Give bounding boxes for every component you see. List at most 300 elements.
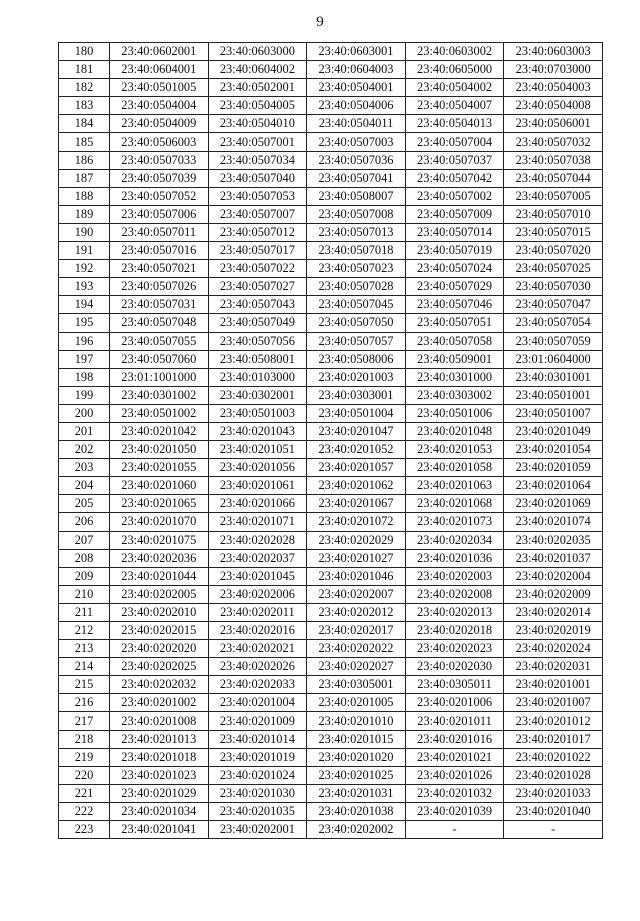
table-row <box>59 549 603 567</box>
cadastral-number-cell: 23:40:0507033 <box>110 151 209 169</box>
cadastral-number-cell: 23:01:0604000 <box>504 350 603 368</box>
cadastral-number-cell: 23:40:0507056 <box>208 332 307 350</box>
cadastral-numbers-table <box>58 42 603 839</box>
table-row <box>59 205 603 223</box>
cadastral-number-cell: 23:40:0507026 <box>110 278 209 296</box>
table-row <box>59 169 603 187</box>
cadastral-number-cell: 23:40:0504001 <box>307 79 406 97</box>
cadastral-number-cell: 23:40:0202019 <box>504 622 603 640</box>
cadastral-number-cell: 23:40:0201072 <box>307 513 406 531</box>
table-row <box>59 676 603 694</box>
cadastral-number-cell: 23:40:0509001 <box>405 350 504 368</box>
table-row <box>59 278 603 296</box>
table-row <box>59 622 603 640</box>
cadastral-number-cell: 23:40:0507020 <box>504 242 603 260</box>
row-number-cell: 192 <box>59 260 110 278</box>
table-row <box>59 477 603 495</box>
row-number-cell: 198 <box>59 368 110 386</box>
cadastral-number-cell: 23:40:0201014 <box>208 730 307 748</box>
cadastral-number-cell: 23:40:0201067 <box>307 495 406 513</box>
cadastral-number-cell: 23:40:0603002 <box>405 43 504 61</box>
cadastral-number-cell: 23:40:0202037 <box>208 549 307 567</box>
row-number-cell: 190 <box>59 223 110 241</box>
cadastral-number-cell: 23:40:0507009 <box>405 205 504 223</box>
cadastral-number-cell: 23:40:0201052 <box>307 441 406 459</box>
table-row <box>59 513 603 531</box>
row-number-cell: 203 <box>59 459 110 477</box>
cadastral-number-cell: 23:40:0504010 <box>208 115 307 133</box>
row-number-cell: 184 <box>59 115 110 133</box>
cadastral-number-cell: 23:40:0202025 <box>110 658 209 676</box>
cadastral-number-cell: 23:40:0201016 <box>405 730 504 748</box>
cadastral-number-cell: 23:40:0604001 <box>110 61 209 79</box>
cadastral-number-cell: 23:40:0305001 <box>307 676 406 694</box>
cadastral-number-cell: 23:40:0507045 <box>307 296 406 314</box>
cadastral-number-cell: 23:40:0201010 <box>307 712 406 730</box>
cadastral-number-cell: 23:40:0201070 <box>110 513 209 531</box>
cadastral-number-cell: 23:40:0504008 <box>504 97 603 115</box>
cadastral-number-cell: 23:40:0202006 <box>208 585 307 603</box>
table-row <box>59 640 603 658</box>
row-number-cell: 220 <box>59 766 110 784</box>
cadastral-number-cell: 23:40:0201022 <box>504 748 603 766</box>
cadastral-number-cell: 23:40:0602001 <box>110 43 209 61</box>
cadastral-number-cell: 23:40:0501004 <box>307 404 406 422</box>
cadastral-number-cell: 23:40:0201062 <box>307 477 406 495</box>
table-row <box>59 441 603 459</box>
cadastral-number-cell: 23:40:0202024 <box>504 640 603 658</box>
cadastral-number-cell: 23:40:0201069 <box>504 495 603 513</box>
table-row <box>59 260 603 278</box>
table-row <box>59 332 603 350</box>
table-row <box>59 459 603 477</box>
cadastral-number-cell: 23:40:0201037 <box>504 549 603 567</box>
cadastral-number-cell: 23:40:0202020 <box>110 640 209 658</box>
cadastral-number-cell: 23:40:0507052 <box>110 187 209 205</box>
cadastral-number-cell: 23:40:0201028 <box>504 766 603 784</box>
cadastral-number-cell: 23:40:0201044 <box>110 567 209 585</box>
cadastral-number-cell: 23:40:0201063 <box>405 477 504 495</box>
cadastral-number-cell: 23:40:0202035 <box>504 531 603 549</box>
cadastral-number-cell: 23:40:0507044 <box>504 169 603 187</box>
cadastral-number-cell: 23:40:0703000 <box>504 61 603 79</box>
row-number-cell: 182 <box>59 79 110 97</box>
cadastral-number-cell: 23:40:0201061 <box>208 477 307 495</box>
row-number-cell: 208 <box>59 549 110 567</box>
cadastral-number-cell: 23:40:0504003 <box>504 79 603 97</box>
cadastral-number-cell: 23:40:0507014 <box>405 223 504 241</box>
row-number-cell: 187 <box>59 169 110 187</box>
cadastral-number-cell: 23:40:0507050 <box>307 314 406 332</box>
cadastral-number-cell: 23:40:0201059 <box>504 459 603 477</box>
cadastral-number-cell: 23:40:0501007 <box>504 404 603 422</box>
row-number-cell: 191 <box>59 242 110 260</box>
cadastral-number-cell: 23:40:0501001 <box>504 386 603 404</box>
table-row <box>59 368 603 386</box>
cadastral-number-cell: 23:40:0201004 <box>208 694 307 712</box>
cadastral-number-cell: 23:40:0507057 <box>307 332 406 350</box>
cadastral-number-cell: 23:40:0202014 <box>504 603 603 621</box>
row-number-cell: 188 <box>59 187 110 205</box>
cadastral-number-cell: 23:40:0603003 <box>504 43 603 61</box>
cadastral-number-cell: 23:40:0201045 <box>208 567 307 585</box>
cadastral-number-cell: 23:40:0201005 <box>307 694 406 712</box>
row-number-cell: 217 <box>59 712 110 730</box>
cadastral-number-cell: 23:40:0201013 <box>110 730 209 748</box>
row-number-cell: 213 <box>59 640 110 658</box>
cadastral-number-cell: 23:40:0507043 <box>208 296 307 314</box>
cadastral-number-cell: 23:40:0201012 <box>504 712 603 730</box>
cadastral-number-cell: 23:40:0507022 <box>208 260 307 278</box>
cadastral-number-cell: 23:40:0201042 <box>110 422 209 440</box>
row-number-cell: 206 <box>59 513 110 531</box>
cadastral-number-cell: 23:40:0507021 <box>110 260 209 278</box>
page-number: 9 <box>316 14 324 30</box>
row-number-cell: 201 <box>59 422 110 440</box>
cadastral-number-cell: 23:40:0507032 <box>504 133 603 151</box>
cadastral-number-cell: - <box>405 821 504 839</box>
cadastral-number-cell: 23:40:0506001 <box>504 115 603 133</box>
cadastral-number-cell: 23:40:0507028 <box>307 278 406 296</box>
cadastral-number-cell: 23:40:0201040 <box>504 802 603 820</box>
cadastral-number-cell: 23:40:0501006 <box>405 404 504 422</box>
cadastral-number-cell: 23:40:0507018 <box>307 242 406 260</box>
cadastral-number-cell: 23:40:0201054 <box>504 441 603 459</box>
cadastral-number-cell: 23:40:0507008 <box>307 205 406 223</box>
cadastral-number-cell: 23:40:0303002 <box>405 386 504 404</box>
row-number-cell: 195 <box>59 314 110 332</box>
cadastral-number-cell: 23:40:0507011 <box>110 223 209 241</box>
cadastral-number-cell: 23:40:0507025 <box>504 260 603 278</box>
cadastral-number-cell: 23:40:0202026 <box>208 658 307 676</box>
cadastral-number-cell: 23:40:0201006 <box>405 694 504 712</box>
cadastral-number-cell: 23:40:0202030 <box>405 658 504 676</box>
cadastral-number-cell: 23:40:0201035 <box>208 802 307 820</box>
cadastral-number-cell: 23:40:0202011 <box>208 603 307 621</box>
cadastral-number-cell: 23:40:0504007 <box>405 97 504 115</box>
cadastral-number-cell: 23:40:0201068 <box>405 495 504 513</box>
cadastral-number-cell: 23:40:0507031 <box>110 296 209 314</box>
table-row <box>59 115 603 133</box>
cadastral-number-cell: 23:40:0201020 <box>307 748 406 766</box>
table-row <box>59 296 603 314</box>
cadastral-number-cell: 23:40:0508001 <box>208 350 307 368</box>
table-row <box>59 603 603 621</box>
cadastral-number-cell: 23:40:0507002 <box>405 187 504 205</box>
table-row <box>59 43 603 61</box>
table-row <box>59 585 603 603</box>
cadastral-number-cell: 23:40:0507048 <box>110 314 209 332</box>
cadastral-number-cell: 23:40:0201071 <box>208 513 307 531</box>
row-number-cell: 185 <box>59 133 110 151</box>
row-number-cell: 183 <box>59 97 110 115</box>
table-row <box>59 531 603 549</box>
cadastral-number-cell: 23:40:0507046 <box>405 296 504 314</box>
table-row <box>59 658 603 676</box>
cadastral-number-cell: 23:40:0504004 <box>110 97 209 115</box>
cadastral-number-cell: 23:40:0201064 <box>504 477 603 495</box>
cadastral-number-cell: - <box>504 821 603 839</box>
row-number-cell: 199 <box>59 386 110 404</box>
cadastral-number-cell: 23:40:0201036 <box>405 549 504 567</box>
cadastral-number-cell: 23:40:0504009 <box>110 115 209 133</box>
cadastral-number-cell: 23:40:0201017 <box>504 730 603 748</box>
cadastral-number-cell: 23:40:0507054 <box>504 314 603 332</box>
table-row <box>59 784 603 802</box>
row-number-cell: 223 <box>59 821 110 839</box>
cadastral-number-cell: 23:40:0604003 <box>307 61 406 79</box>
row-number-cell: 181 <box>59 61 110 79</box>
cadastral-number-cell: 23:40:0501003 <box>208 404 307 422</box>
row-number-cell: 219 <box>59 748 110 766</box>
cadastral-number-cell: 23:40:0201058 <box>405 459 504 477</box>
cadastral-number-cell: 23:40:0201021 <box>405 748 504 766</box>
cadastral-number-cell: 23:40:0507042 <box>405 169 504 187</box>
cadastral-number-cell: 23:40:0507001 <box>208 133 307 151</box>
cadastral-number-cell: 23:40:0201065 <box>110 495 209 513</box>
cadastral-number-cell: 23:40:0202017 <box>307 622 406 640</box>
cadastral-number-cell: 23:40:0302001 <box>208 386 307 404</box>
cadastral-number-cell: 23:40:0201023 <box>110 766 209 784</box>
cadastral-number-cell: 23:40:0507059 <box>504 332 603 350</box>
cadastral-number-cell: 23:40:0507006 <box>110 205 209 223</box>
cadastral-number-cell: 23:40:0202036 <box>110 549 209 567</box>
cadastral-number-cell: 23:40:0305011 <box>405 676 504 694</box>
cadastral-number-cell: 23:40:0103000 <box>208 368 307 386</box>
row-number-cell: 209 <box>59 567 110 585</box>
row-number-cell: 207 <box>59 531 110 549</box>
cadastral-number-cell: 23:40:0507036 <box>307 151 406 169</box>
cadastral-number-cell: 23:40:0201007 <box>504 694 603 712</box>
cadastral-number-cell: 23:40:0507041 <box>307 169 406 187</box>
cadastral-number-cell: 23:40:0202021 <box>208 640 307 658</box>
cadastral-number-cell: 23:40:0504002 <box>405 79 504 97</box>
cadastral-number-cell: 23:40:0201043 <box>208 422 307 440</box>
cadastral-number-cell: 23:40:0201030 <box>208 784 307 802</box>
table-row <box>59 802 603 820</box>
cadastral-number-cell: 23:40:0202031 <box>504 658 603 676</box>
cadastral-number-cell: 23:40:0605000 <box>405 61 504 79</box>
cadastral-number-cell: 23:40:0507053 <box>208 187 307 205</box>
row-number-cell: 212 <box>59 622 110 640</box>
table-row <box>59 97 603 115</box>
table-row <box>59 187 603 205</box>
cadastral-number-cell: 23:40:0201025 <box>307 766 406 784</box>
cadastral-number-cell: 23:40:0507013 <box>307 223 406 241</box>
cadastral-number-cell: 23:40:0201008 <box>110 712 209 730</box>
cadastral-number-cell: 23:40:0201033 <box>504 784 603 802</box>
cadastral-number-cell: 23:40:0507051 <box>405 314 504 332</box>
cadastral-number-cell: 23:40:0201073 <box>405 513 504 531</box>
cadastral-number-cell: 23:40:0507055 <box>110 332 209 350</box>
cadastral-number-cell: 23:40:0201024 <box>208 766 307 784</box>
table-row <box>59 151 603 169</box>
row-number-cell: 189 <box>59 205 110 223</box>
cadastral-number-cell: 23:01:1001000 <box>110 368 209 386</box>
table-body <box>59 43 603 839</box>
table-row <box>59 350 603 368</box>
cadastral-number-cell: 23:40:0201009 <box>208 712 307 730</box>
cadastral-number-cell: 23:40:0202008 <box>405 585 504 603</box>
cadastral-number-cell: 23:40:0604002 <box>208 61 307 79</box>
cadastral-number-cell: 23:40:0201038 <box>307 802 406 820</box>
cadastral-number-cell: 23:40:0201029 <box>110 784 209 802</box>
cadastral-number-cell: 23:40:0201060 <box>110 477 209 495</box>
cadastral-number-cell: 23:40:0504013 <box>405 115 504 133</box>
cadastral-number-cell: 23:40:0201049 <box>504 422 603 440</box>
table-row <box>59 242 603 260</box>
cadastral-number-cell: 23:40:0507027 <box>208 278 307 296</box>
cadastral-number-cell: 23:40:0507047 <box>504 296 603 314</box>
cadastral-number-cell: 23:40:0202032 <box>110 676 209 694</box>
cadastral-number-cell: 23:40:0201027 <box>307 549 406 567</box>
cadastral-number-cell: 23:40:0202004 <box>504 567 603 585</box>
row-number-cell: 200 <box>59 404 110 422</box>
cadastral-number-cell: 23:40:0506003 <box>110 133 209 151</box>
cadastral-number-cell: 23:40:0201026 <box>405 766 504 784</box>
cadastral-number-cell: 23:40:0201075 <box>110 531 209 549</box>
cadastral-number-cell: 23:40:0507004 <box>405 133 504 151</box>
cadastral-number-cell: 23:40:0507012 <box>208 223 307 241</box>
cadastral-number-cell: 23:40:0508007 <box>307 187 406 205</box>
cadastral-number-cell: 23:40:0507060 <box>110 350 209 368</box>
cadastral-number-cell: 23:40:0504005 <box>208 97 307 115</box>
cadastral-number-cell: 23:40:0504006 <box>307 97 406 115</box>
table-row <box>59 404 603 422</box>
cadastral-number-cell: 23:40:0507040 <box>208 169 307 187</box>
row-number-cell: 210 <box>59 585 110 603</box>
cadastral-number-cell: 23:40:0303001 <box>307 386 406 404</box>
cadastral-number-cell: 23:40:0202033 <box>208 676 307 694</box>
table-row <box>59 712 603 730</box>
cadastral-number-cell: 23:40:0603001 <box>307 43 406 61</box>
cadastral-number-cell: 23:40:0201011 <box>405 712 504 730</box>
cadastral-number-cell: 23:40:0201015 <box>307 730 406 748</box>
cadastral-number-cell: 23:40:0202016 <box>208 622 307 640</box>
cadastral-number-cell: 23:40:0201055 <box>110 459 209 477</box>
cadastral-number-cell: 23:40:0202010 <box>110 603 209 621</box>
cadastral-number-cell: 23:40:0201001 <box>504 676 603 694</box>
cadastral-number-cell: 23:40:0507007 <box>208 205 307 223</box>
table-row <box>59 223 603 241</box>
table-row <box>59 422 603 440</box>
cadastral-number-cell: 23:40:0202034 <box>405 531 504 549</box>
cadastral-number-cell: 23:40:0202012 <box>307 603 406 621</box>
row-number-cell: 214 <box>59 658 110 676</box>
cadastral-number-cell: 23:40:0301001 <box>504 368 603 386</box>
cadastral-number-cell: 23:40:0507010 <box>504 205 603 223</box>
row-number-cell: 186 <box>59 151 110 169</box>
cadastral-number-cell: 23:40:0507003 <box>307 133 406 151</box>
table-row <box>59 694 603 712</box>
cadastral-number-cell: 23:40:0201074 <box>504 513 603 531</box>
row-number-cell: 221 <box>59 784 110 802</box>
cadastral-number-cell: 23:40:0507015 <box>504 223 603 241</box>
cadastral-number-cell: 23:40:0202009 <box>504 585 603 603</box>
cadastral-number-cell: 23:40:0201032 <box>405 784 504 802</box>
cadastral-number-cell: 23:40:0201034 <box>110 802 209 820</box>
table-row <box>59 314 603 332</box>
cadastral-number-cell: 23:40:0507016 <box>110 242 209 260</box>
cadastral-number-cell: 23:40:0508006 <box>307 350 406 368</box>
cadastral-number-cell: 23:40:0202027 <box>307 658 406 676</box>
cadastral-number-cell: 23:40:0201051 <box>208 441 307 459</box>
cadastral-number-cell: 23:40:0507017 <box>208 242 307 260</box>
cadastral-number-cell: 23:40:0507005 <box>504 187 603 205</box>
cadastral-number-cell: 23:40:0202002 <box>307 821 406 839</box>
cadastral-number-cell: 23:40:0502001 <box>208 79 307 97</box>
row-number-cell: 218 <box>59 730 110 748</box>
row-number-cell: 197 <box>59 350 110 368</box>
cadastral-number-cell: 23:40:0507058 <box>405 332 504 350</box>
cadastral-number-cell: 23:40:0301002 <box>110 386 209 404</box>
cadastral-number-cell: 23:40:0501005 <box>110 79 209 97</box>
cadastral-number-cell: 23:40:0507049 <box>208 314 307 332</box>
cadastral-number-cell: 23:40:0202023 <box>405 640 504 658</box>
cadastral-number-cell: 23:40:0201047 <box>307 422 406 440</box>
row-number-cell: 196 <box>59 332 110 350</box>
cadastral-number-cell: 23:40:0201050 <box>110 441 209 459</box>
cadastral-number-cell: 23:40:0202007 <box>307 585 406 603</box>
cadastral-number-cell: 23:40:0201057 <box>307 459 406 477</box>
row-number-cell: 211 <box>59 603 110 621</box>
row-number-cell: 194 <box>59 296 110 314</box>
cadastral-number-cell: 23:40:0507023 <box>307 260 406 278</box>
cadastral-number-cell: 23:40:0507019 <box>405 242 504 260</box>
cadastral-number-cell: 23:40:0202003 <box>405 567 504 585</box>
cadastral-number-cell: 23:40:0201002 <box>110 694 209 712</box>
table-row <box>59 495 603 513</box>
cadastral-number-cell: 23:40:0504011 <box>307 115 406 133</box>
cadastral-number-cell: 23:40:0201053 <box>405 441 504 459</box>
cadastral-number-cell: 23:40:0202028 <box>208 531 307 549</box>
cadastral-number-cell: 23:40:0202022 <box>307 640 406 658</box>
cadastral-number-cell: 23:40:0201031 <box>307 784 406 802</box>
cadastral-number-cell: 23:40:0202015 <box>110 622 209 640</box>
table-row <box>59 821 603 839</box>
row-number-cell: 216 <box>59 694 110 712</box>
cadastral-number-cell: 23:40:0507038 <box>504 151 603 169</box>
table-row <box>59 730 603 748</box>
cadastral-number-cell: 23:40:0201066 <box>208 495 307 513</box>
row-number-cell: 204 <box>59 477 110 495</box>
cadastral-number-cell: 23:40:0507029 <box>405 278 504 296</box>
cadastral-number-cell: 23:40:0201019 <box>208 748 307 766</box>
cadastral-number-cell: 23:40:0202005 <box>110 585 209 603</box>
cadastral-number-cell: 23:40:0301000 <box>405 368 504 386</box>
cadastral-number-cell: 23:40:0202029 <box>307 531 406 549</box>
cadastral-number-cell: 23:40:0201048 <box>405 422 504 440</box>
cadastral-number-cell: 23:40:0201003 <box>307 368 406 386</box>
cadastral-number-cell: 23:40:0201039 <box>405 802 504 820</box>
cadastral-number-cell: 23:40:0501002 <box>110 404 209 422</box>
row-number-cell: 222 <box>59 802 110 820</box>
cadastral-number-cell: 23:40:0507030 <box>504 278 603 296</box>
cadastral-number-cell: 23:40:0202018 <box>405 622 504 640</box>
table-row <box>59 567 603 585</box>
cadastral-number-cell: 23:40:0507034 <box>208 151 307 169</box>
cadastral-number-cell: 23:40:0201018 <box>110 748 209 766</box>
cadastral-number-cell: 23:40:0201041 <box>110 821 209 839</box>
row-number-cell: 193 <box>59 278 110 296</box>
row-number-cell: 202 <box>59 441 110 459</box>
cadastral-number-cell: 23:40:0201056 <box>208 459 307 477</box>
row-number-cell: 180 <box>59 43 110 61</box>
cadastral-number-cell: 23:40:0507037 <box>405 151 504 169</box>
cadastral-number-cell: 23:40:0507039 <box>110 169 209 187</box>
cadastral-number-cell: 23:40:0507024 <box>405 260 504 278</box>
cadastral-number-cell: 23:40:0201046 <box>307 567 406 585</box>
